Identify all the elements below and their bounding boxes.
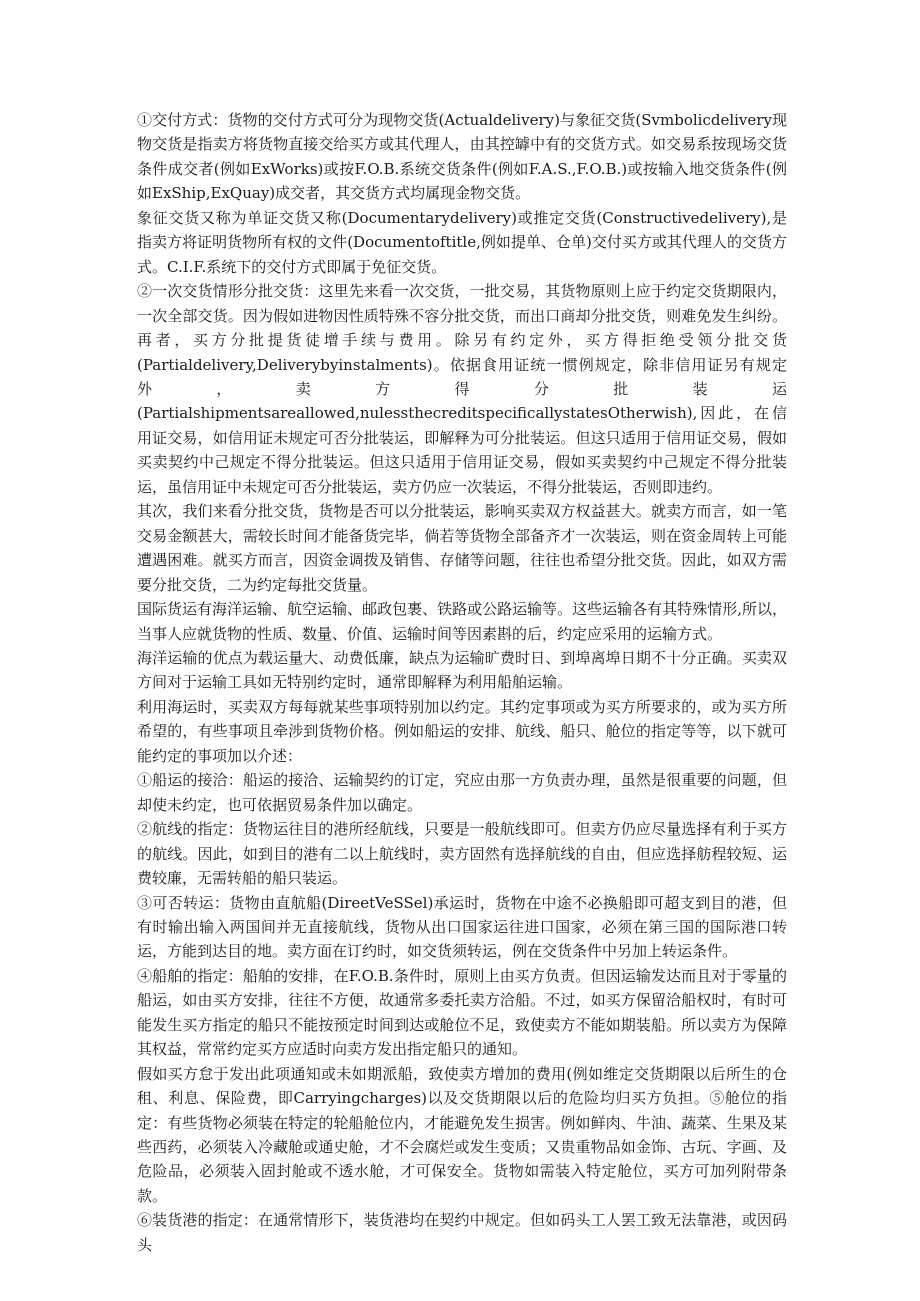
paragraph-delivery-method: ①交付方式：货物的交付方式可分为现物交货(Actualdelivery)与象征交货(Svmbolicdelivery现物交货是指卖方将货物直接交给买方或其代理人，由其控罅中有的交货方式。如交易系按现场交货条件成交者(例如ExWorks)或按F.O.B.系统交货条件(例如F.A.S.,F.O.B.)或按输入地交货条件(例如ExShip,ExQuay)成交者，其交货方式均属现金物交货。 bbox=[137, 111, 787, 203]
paragraph-vessel-designation: ④船舶的指定：船舶的安排，在F.O.B.条件时，原则上由买方负责。但因运输发达而且对于零量的船运，如由买方安排，往往不方便，故通常多委托卖方洽船。不过，如买方保留洽船权时，有时可能发生买方指定的船只不能按预定时间到达或舱位不足，致使卖方不能如期装船。所以卖方为保障其权益，常常约定买方应适时向卖方发出指定船只的通知。 bbox=[137, 966, 787, 1059]
paragraph-sea-agreements: 利用海运时，买卖双方每每就某些事项特别加以约定。其约定事项或为买方所要求的，或为买方所希望的，有些事项且牵涉到货物价格。例如船运的安排、航线、船只、舱位的指定等等，以下就可能约定的事项加以介述： bbox=[137, 697, 787, 765]
paragraph-partial-delivery: 其次，我们来看分批交货，货物是否可以分批装运，影响买卖双方权益甚大。就卖方而言，如一笔交易金额甚大，需较长时间才能备货完毕，倘若等货物全部备齐才一次装运，则在资金周转上可能遭遇困难。就买方而言，因资金调拨及销售、存储等问题，往往也希望分批交货。因此，如双方需要分批交货，二为约定每批交货量。 bbox=[137, 502, 787, 594]
paragraph-loading-port: ⑥装货港的指定：在通常情形下，装货港均在契约中规定。但如码头工人罢工致无法靠港，或因码头 bbox=[137, 1211, 787, 1254]
paragraph-buyer-delay: 假如买方怠于发出此项通知或未如期派船，致使卖方增加的费用(例如维定交货期限以后所生的仓租、利息、保险费，即Carryingcharges)以及交货期限以后的危险均归买方负担。⑤舱位的指定：有些货物必须装在特定的轮船舱位内，才能避免发生损害。例如鲜肉、牛油、蔬菜、生果及某些西药，必须装入冷藏舱或通史舱，才不会腐烂或发生变质；又贵重物品如金饰、古玩、字画、及危险品，必须装入固封舱或不透水舱，才可保安全。货物如需装入特定舱位，买方可加列附带条款。 bbox=[137, 1064, 787, 1205]
paragraph-ocean-transport: 海洋运输的优点为载运量大、动费低廉，缺点为运输旷费时日、到埠离埠日期不十分正确。买卖双方间对于运输工具如无特别约定时，通常即解释为利用船舶运输。 bbox=[137, 648, 787, 692]
paragraph-transport-modes: 国际货运有海洋运输、航空运输、邮政包裹、铁路或公路运输等。这些运输各有其特殊情形,所以，当事人应就货物的性质、数量、价值、运输时间等因素斟的后，约定应采用的运输方式。 bbox=[137, 600, 787, 643]
paragraph-shipping-arrangement: ①船运的接洽：船运的接洽、运输契约的订定，究应由那一方负责办理，虽然是很重要的问题，但却使未约定，也可依据贸易条件加以确定。 bbox=[137, 771, 787, 814]
document-body bbox=[137, 108, 787, 1257]
paragraph-route-designation: ②航线的指定：货物运往目的港所经航线，只要是一般航线即可。但卖方仍应尽量选择有利于买方的航线。因此，如到目的港有二以上航线时，卖方固然有选择航线的自由，但应选择舫程较短、运费较廉，无需转船的船只装运。 bbox=[137, 820, 787, 888]
paragraph-transshipment: ③可否转运：货物由直航船(DireetVeSSel)承运时，货物在中途不必换船即可超支到目的港，但有时输出输入两国间并无直接航线，货物从出口国家运往进口国家，必须在第三国的国际港口转运，方能到达目的地。卖方面在订约时，如交货须转运，例在交货条件中另加上转运条件。 bbox=[137, 893, 787, 961]
paragraph-symbolic-delivery: 象征交货又称为单证交货又称(Documentarydelivery)或推定交货(Constructivedelivery),是指卖方将证明货物所有权的文件(Documentoftitle,例如提单、仓单)交付买方或其代理人的交货方式。C.I.F.系统下的交付方式即属于免征交货。 bbox=[137, 208, 787, 276]
paragraph-single-delivery: ②一次交货情形分批交货：这里先来看一次交货，一批交易，其货物原则上应于约定交货期限内，一次全部交货。因为假如进物因性质特殊不容分批交货，而出口商却分批交货，则难免发生纠纷。再者，买方分批提货徒增手续与费用。除另有约定外，买方得拒绝受领分批交货(Partialdelivery,Deliverybyinstalments)。依据食用证统一惯例规定，除非信用证另有规定外，卖方得分批装运(Partialshipmentsareallowed,nulessthecreditspecificallystatesOtherwish),因此，在信用证交易，如信用证未规定可否分批装运，即解释为可分批装运。但这只适用于信用证交易，假如买卖契约中己规定不得分批装运。但这只适用于信用证交易，假如买卖契约中己规定不得分批装运，虽信用证中未规定可否分批装运，卖方仍应一次装运，不得分批装运，否则即违约。 bbox=[137, 282, 787, 496]
